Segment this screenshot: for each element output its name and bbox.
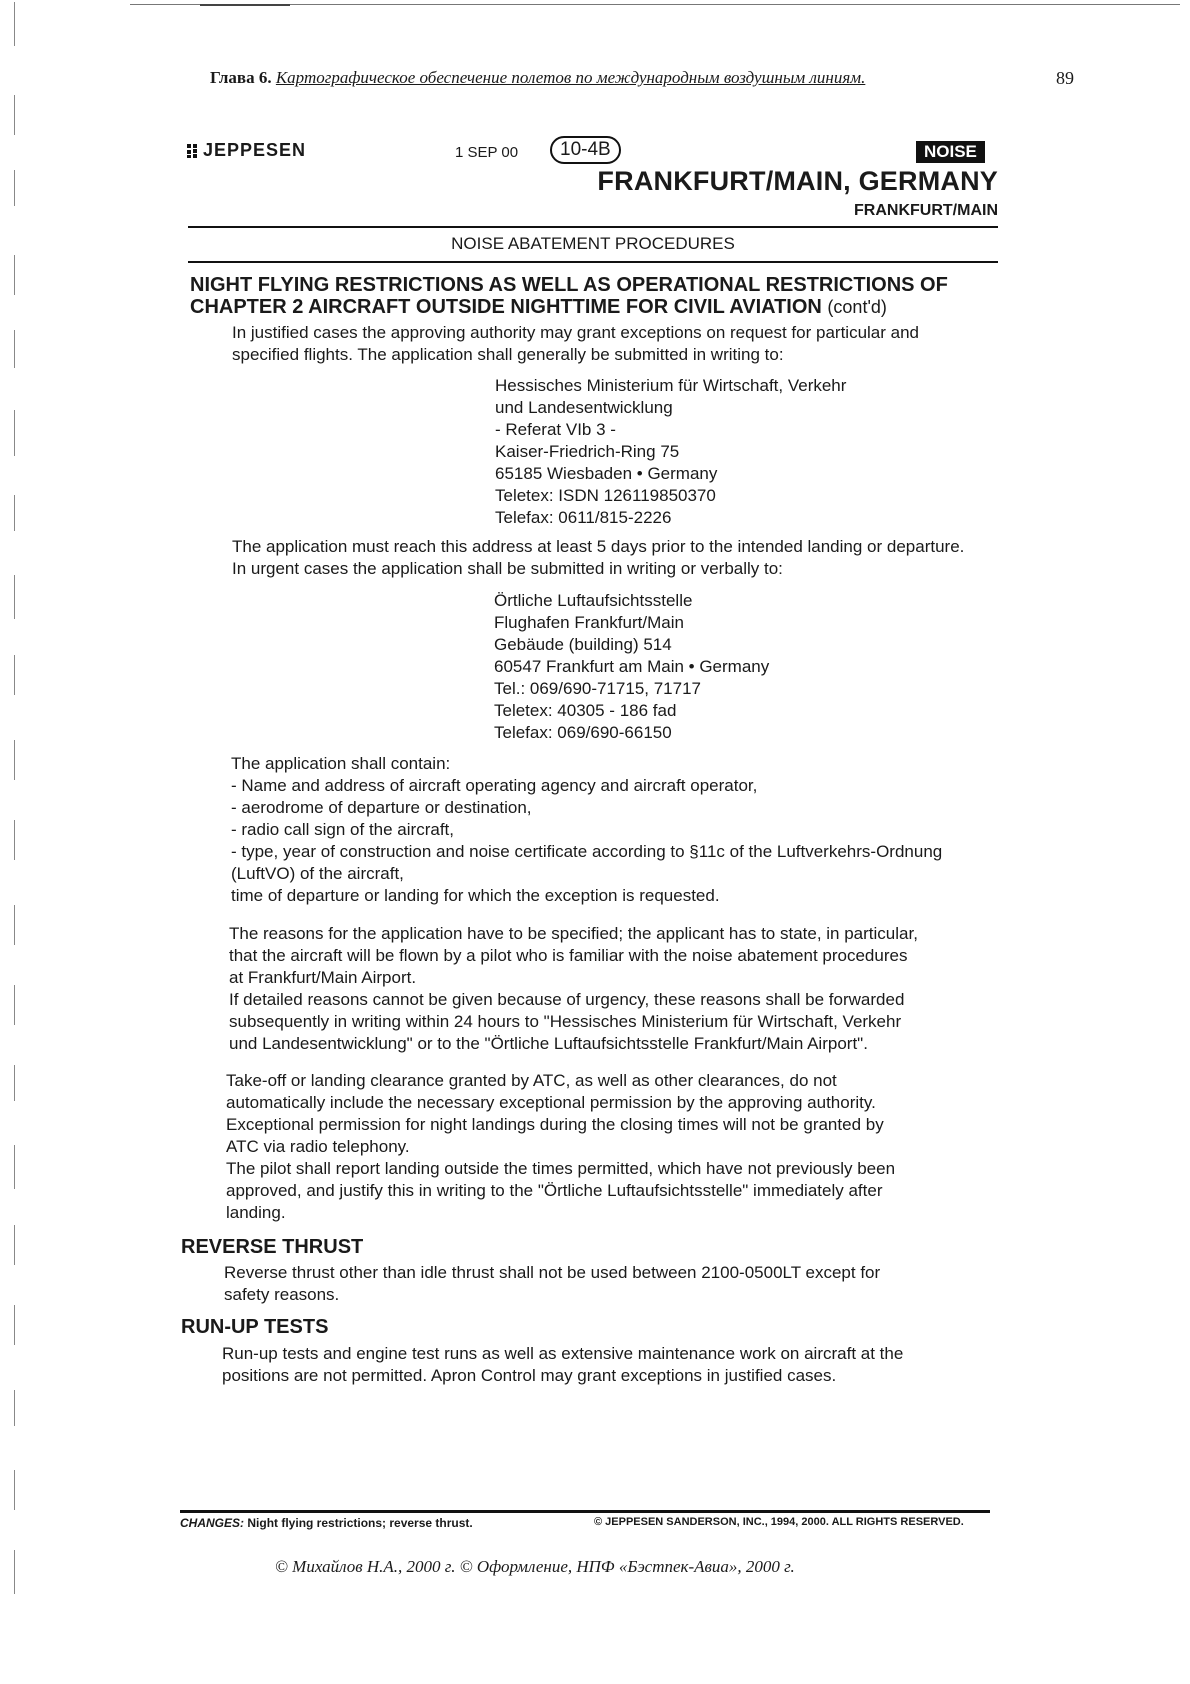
jeppesen-logo xyxy=(187,140,306,161)
clearance-paragraph xyxy=(226,1070,895,1224)
text-line: In urgent cases the application shall be submitted in writing or verbally to: xyxy=(232,559,783,578)
list-item: (LuftVO) of the aircraft, xyxy=(231,864,404,883)
text-line: specified flights. The application shall generally be submitted in writing to: xyxy=(232,345,784,364)
run-up-tests-text xyxy=(222,1343,903,1387)
changes-label: CHANGES: xyxy=(180,1516,245,1530)
list-item: - Name and address of aircraft operating agency and aircraft operator, xyxy=(231,776,758,795)
airport-name: FRANKFURT/MAIN xyxy=(854,202,998,219)
address-line: Teletex: 40305 - 186 fad xyxy=(494,701,677,720)
jeppesen-logo-icon xyxy=(187,144,199,158)
text-line: that the aircraft will be flown by a pilot who is familiar with the noise abatement procedures xyxy=(229,946,908,965)
address-line: und Landesentwicklung xyxy=(495,398,673,417)
text-line: Run-up tests and engine test runs as well as extensive maintenance work on aircraft at the xyxy=(222,1344,904,1363)
text-line: automatically include the necessary exceptional permission by the approving authority. xyxy=(226,1093,876,1112)
text-line: approved, and justify this in writing to the "Örtliche Luftaufsichtsstelle" immediately after xyxy=(226,1181,883,1200)
list-item: - type, year of construction and noise certificate according to §11c of the Luftverkehrs-Ordnung xyxy=(231,842,943,861)
changes-note xyxy=(180,1516,473,1530)
main-heading-line2: CHAPTER 2 AIRCRAFT OUTSIDE NIGHTTIME FOR CIVIL AVIATION xyxy=(190,296,822,318)
run-up-tests-heading: RUN-UP TESTS xyxy=(181,1316,329,1338)
urgent-paragraph xyxy=(232,536,964,580)
text-line: The pilot shall report landing outside the times permitted, which have not previously been xyxy=(226,1159,896,1178)
text-line: In justified cases the approving authority may grant exceptions on request for particular and xyxy=(232,323,919,342)
chapter-title: Картографическое обеспечение полетов по международным воздушным линиям. xyxy=(275,68,866,87)
page-number: 89 xyxy=(1056,68,1074,88)
list-item: time of departure or landing for which the exception is requested. xyxy=(231,886,720,905)
copyright-notice: © JEPPESEN SANDERSON, INC., 1994, 2000. ALL RIGHTS RESERVED. xyxy=(594,1516,964,1528)
text-line: The reasons for the application have to be specified; the applicant has to state, in particular, xyxy=(229,924,918,943)
address-line: - Referat VIb 3 - xyxy=(495,420,616,439)
address-line: Gebäude (building) 514 xyxy=(494,635,672,654)
book-header xyxy=(210,68,865,88)
ministry-address xyxy=(495,375,846,529)
address-line: 65185 Wiesbaden • Germany xyxy=(495,464,718,483)
application-contents xyxy=(231,753,942,907)
local-authority-address xyxy=(494,590,769,744)
text-line: safety reasons. xyxy=(224,1285,340,1304)
text-line: The application must reach this address at least 5 days prior to the intended landing or departure. xyxy=(232,537,965,556)
text-line: at Frankfurt/Main Airport. xyxy=(229,968,417,987)
text-line: Reverse thrust other than idle thrust shall not be used between 2100-0500LT except for xyxy=(224,1263,881,1282)
reverse-thrust-heading: REVERSE THRUST xyxy=(181,1236,364,1258)
address-line: Örtliche Luftaufsichtsstelle xyxy=(494,591,693,610)
noise-badge: NOISE xyxy=(916,141,985,163)
address-line: Teletex: ISDN 126119850370 xyxy=(495,486,716,505)
text-line: positions are not permitted. Apron Control may grant exceptions in justified cases. xyxy=(222,1366,837,1385)
main-heading-suffix: (cont'd) xyxy=(827,297,887,317)
address-line: Flughafen Frankfurt/Main xyxy=(494,613,684,632)
section-title: NOISE ABATEMENT PROCEDURES xyxy=(451,234,735,253)
reasons-paragraph xyxy=(229,923,918,1055)
text-line: subsequently in writing within 24 hours to "Hessisches Ministerium für Wirtschaft, Verkehr xyxy=(229,1012,902,1031)
text-line: The application shall contain: xyxy=(231,754,451,773)
text-line: ATC via radio telephony. xyxy=(226,1137,410,1156)
scan-left-edge xyxy=(8,0,22,1684)
reverse-thrust-text xyxy=(224,1262,880,1306)
header-divider xyxy=(188,226,998,228)
chapter-label: Глава 6. xyxy=(210,68,272,87)
text-line: Take-off or landing clearance granted by ATC, as well as other clearances, do not xyxy=(226,1071,837,1090)
jeppesen-logo-text: JEPPESEN xyxy=(203,140,307,160)
section-divider xyxy=(188,261,998,263)
chart-date: 1 SEP 00 xyxy=(455,144,519,161)
list-item: - radio call sign of the aircraft, xyxy=(231,820,454,839)
footer-divider xyxy=(180,1510,990,1513)
scan-top-mark xyxy=(200,4,290,6)
list-item: - aerodrome of departure or destination, xyxy=(231,798,532,817)
text-line: If detailed reasons cannot be given because of urgency, these reasons shall be forwarded xyxy=(229,990,905,1009)
book-copyright-note: © Михайлов Н.А., 2000 г. © Оформление, НПФ «Бэстпек-Авиа», 2000 г. xyxy=(275,1557,795,1576)
text-line: und Landesentwicklung" or to the "Örtliche Luftaufsichtsstelle Frankfurt/Main Airport". xyxy=(229,1034,868,1053)
address-line: Kaiser-Friedrich-Ring 75 xyxy=(495,442,680,461)
city-title: FRANKFURT/MAIN, GERMANY xyxy=(597,166,998,196)
chart-index-number: 10-4B xyxy=(550,136,621,164)
intro-paragraph xyxy=(232,322,919,366)
address-line: Tel.: 069/690-71715, 71717 xyxy=(494,679,702,698)
text-line: Exceptional permission for night landings during the closing times will not be granted by xyxy=(226,1115,884,1134)
main-heading-line1: NIGHT FLYING RESTRICTIONS AS WELL AS OPERATIONAL RESTRICTIONS OF xyxy=(190,274,948,296)
main-heading xyxy=(190,274,988,318)
address-line: Telefax: 069/690-66150 xyxy=(494,723,672,742)
address-line: 60547 Frankfurt am Main • Germany xyxy=(494,657,770,676)
changes-text: Night flying restrictions; reverse thrust. xyxy=(247,1516,473,1530)
text-line: landing. xyxy=(226,1203,286,1222)
address-line: Hessisches Ministerium für Wirtschaft, Verkehr xyxy=(495,376,847,395)
address-line: Telefax: 0611/815-2226 xyxy=(495,508,672,527)
